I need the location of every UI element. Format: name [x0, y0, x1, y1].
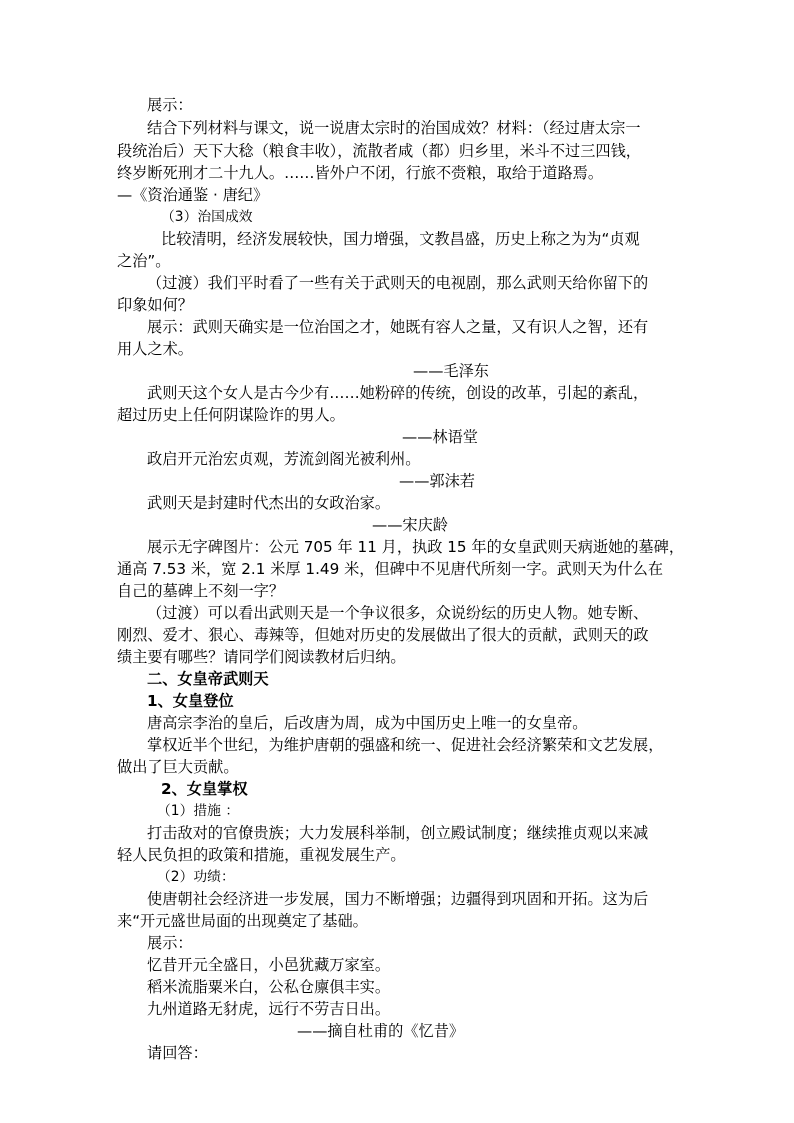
poem-line: 稻米流脂粟米白，公私仓廪俱丰实。: [147, 978, 390, 996]
sub-heading: （2）功绩：: [157, 869, 235, 885]
attribution: ——宋庆龄: [372, 516, 448, 534]
paragraph-line: （过渡）可以看出武则天是一个争议很多，众说纷纭的历史人物。她专断、: [147, 604, 649, 622]
subsection-heading: 2、女皇掌权: [161, 780, 248, 798]
section-heading: 二、女皇帝武则天: [147, 670, 269, 688]
poem-line: 九州道路无豺虎，远行不劳吉日出。: [147, 1000, 390, 1018]
paragraph-line: 武则天这个女人是古今少有……她粉碎的传统，创设的改革，引起的紊乱，: [147, 384, 649, 402]
paragraph-line: 终岁断死刑才二十九人。……皆外户不闭，行旅不赍粮，取给于道路焉。: [117, 164, 603, 182]
paragraph-line: 政启开元治宏贞观，芳流剑阁光被利州。: [147, 450, 421, 468]
paragraph-line: 印象如何？: [117, 296, 193, 314]
show-label: 展示：: [147, 96, 193, 114]
paragraph-line: 绩主要有哪些？请同学们阅读教材后归纳。: [117, 648, 406, 666]
citation-line: —《资治通鉴 · 唐纪》: [117, 186, 269, 204]
paragraph-line: （过渡）我们平时看了一些有关于武则天的电视剧，那么武则天给你留下的: [147, 274, 649, 292]
paragraph-line: 展示：武则天确实是一位治国之才，她既有容人之量，又有识人之智，还有: [147, 318, 649, 336]
attribution: ——摘自杜甫的《忆昔》: [297, 1022, 465, 1040]
paragraph-line: 段统治后）天下大稔（粮食丰收），流散者咸（都）归乡里，米斗不过三四钱，: [117, 142, 641, 160]
attribution: ——毛泽东: [413, 362, 489, 380]
paragraph-line: 掌权近半个世纪，为维护唐朝的强盛和统一、促进社会经济繁荣和文艺发展，: [147, 736, 664, 754]
paragraph-line: 刚烈、爱才、狠心、毒辣等，但她对历史的发展做出了很大的贡献，武则天的政: [117, 626, 649, 644]
paragraph-line: 做出了巨大贡献。: [117, 758, 239, 776]
paragraph-line: 轻人民负担的政策和措施，重视发展生产。: [117, 846, 406, 864]
paragraph-line: 唐高宗李治的皇后，后改唐为周，成为中国历史上唯一的女皇帝。: [147, 714, 588, 732]
prompt-line: 请回答：: [147, 1044, 208, 1062]
attribution: ——郭沫若: [399, 472, 475, 490]
paragraph-line: 自己的墓碑上不刻一字？: [117, 582, 285, 600]
paragraph-line: 来“开元盛世局面的出现奠定了基础。: [117, 912, 368, 930]
paragraph-line: 打击敌对的官僚贵族；大力发展科举制，创立殿试制度；继续推贞观以来减: [147, 824, 649, 842]
subsection-heading: 1、女皇登位: [147, 692, 234, 710]
paragraph-line: 武则天是封建时代杰出的女政治家。: [147, 494, 390, 512]
paragraph-line: 超过历史上任何阴谋险诈的男人。: [117, 406, 345, 424]
paragraph-line: 使唐朝社会经济进一步发展，国力不断增强；边疆得到巩固和开拓。这为后: [147, 890, 649, 908]
sub-heading: （1）措施 ：: [157, 803, 240, 819]
show-label: 展示：: [147, 934, 193, 952]
paragraph-line: 展示无字碑图片：公元 705 年 11 月，执政 15 年的女皇武则天病逝她的墓碑，: [147, 538, 685, 556]
paragraph-line: 用人之术。: [117, 340, 193, 358]
poem-line: 忆昔开元全盛日，小邑犹藏万家室。: [147, 956, 390, 974]
attribution: ——林语堂: [402, 428, 478, 446]
paragraph-line: 比较清明，经济发展较快，国力增强，文教昌盛，历史上称之为为“贞观: [161, 230, 640, 248]
paragraph-line: 结合下列材料与课文，说一说唐太宗时的治国成效？材料：（经过唐太宗一: [147, 119, 641, 137]
paragraph-line: 之治”。: [117, 252, 171, 270]
subsection-heading: （3）治国成效: [161, 209, 253, 225]
paragraph-line: 通高 7.53 米，宽 2.1 米厚 1.49 米，但碑中不见唐代所刻一字。武则天为什么在: [117, 560, 664, 578]
